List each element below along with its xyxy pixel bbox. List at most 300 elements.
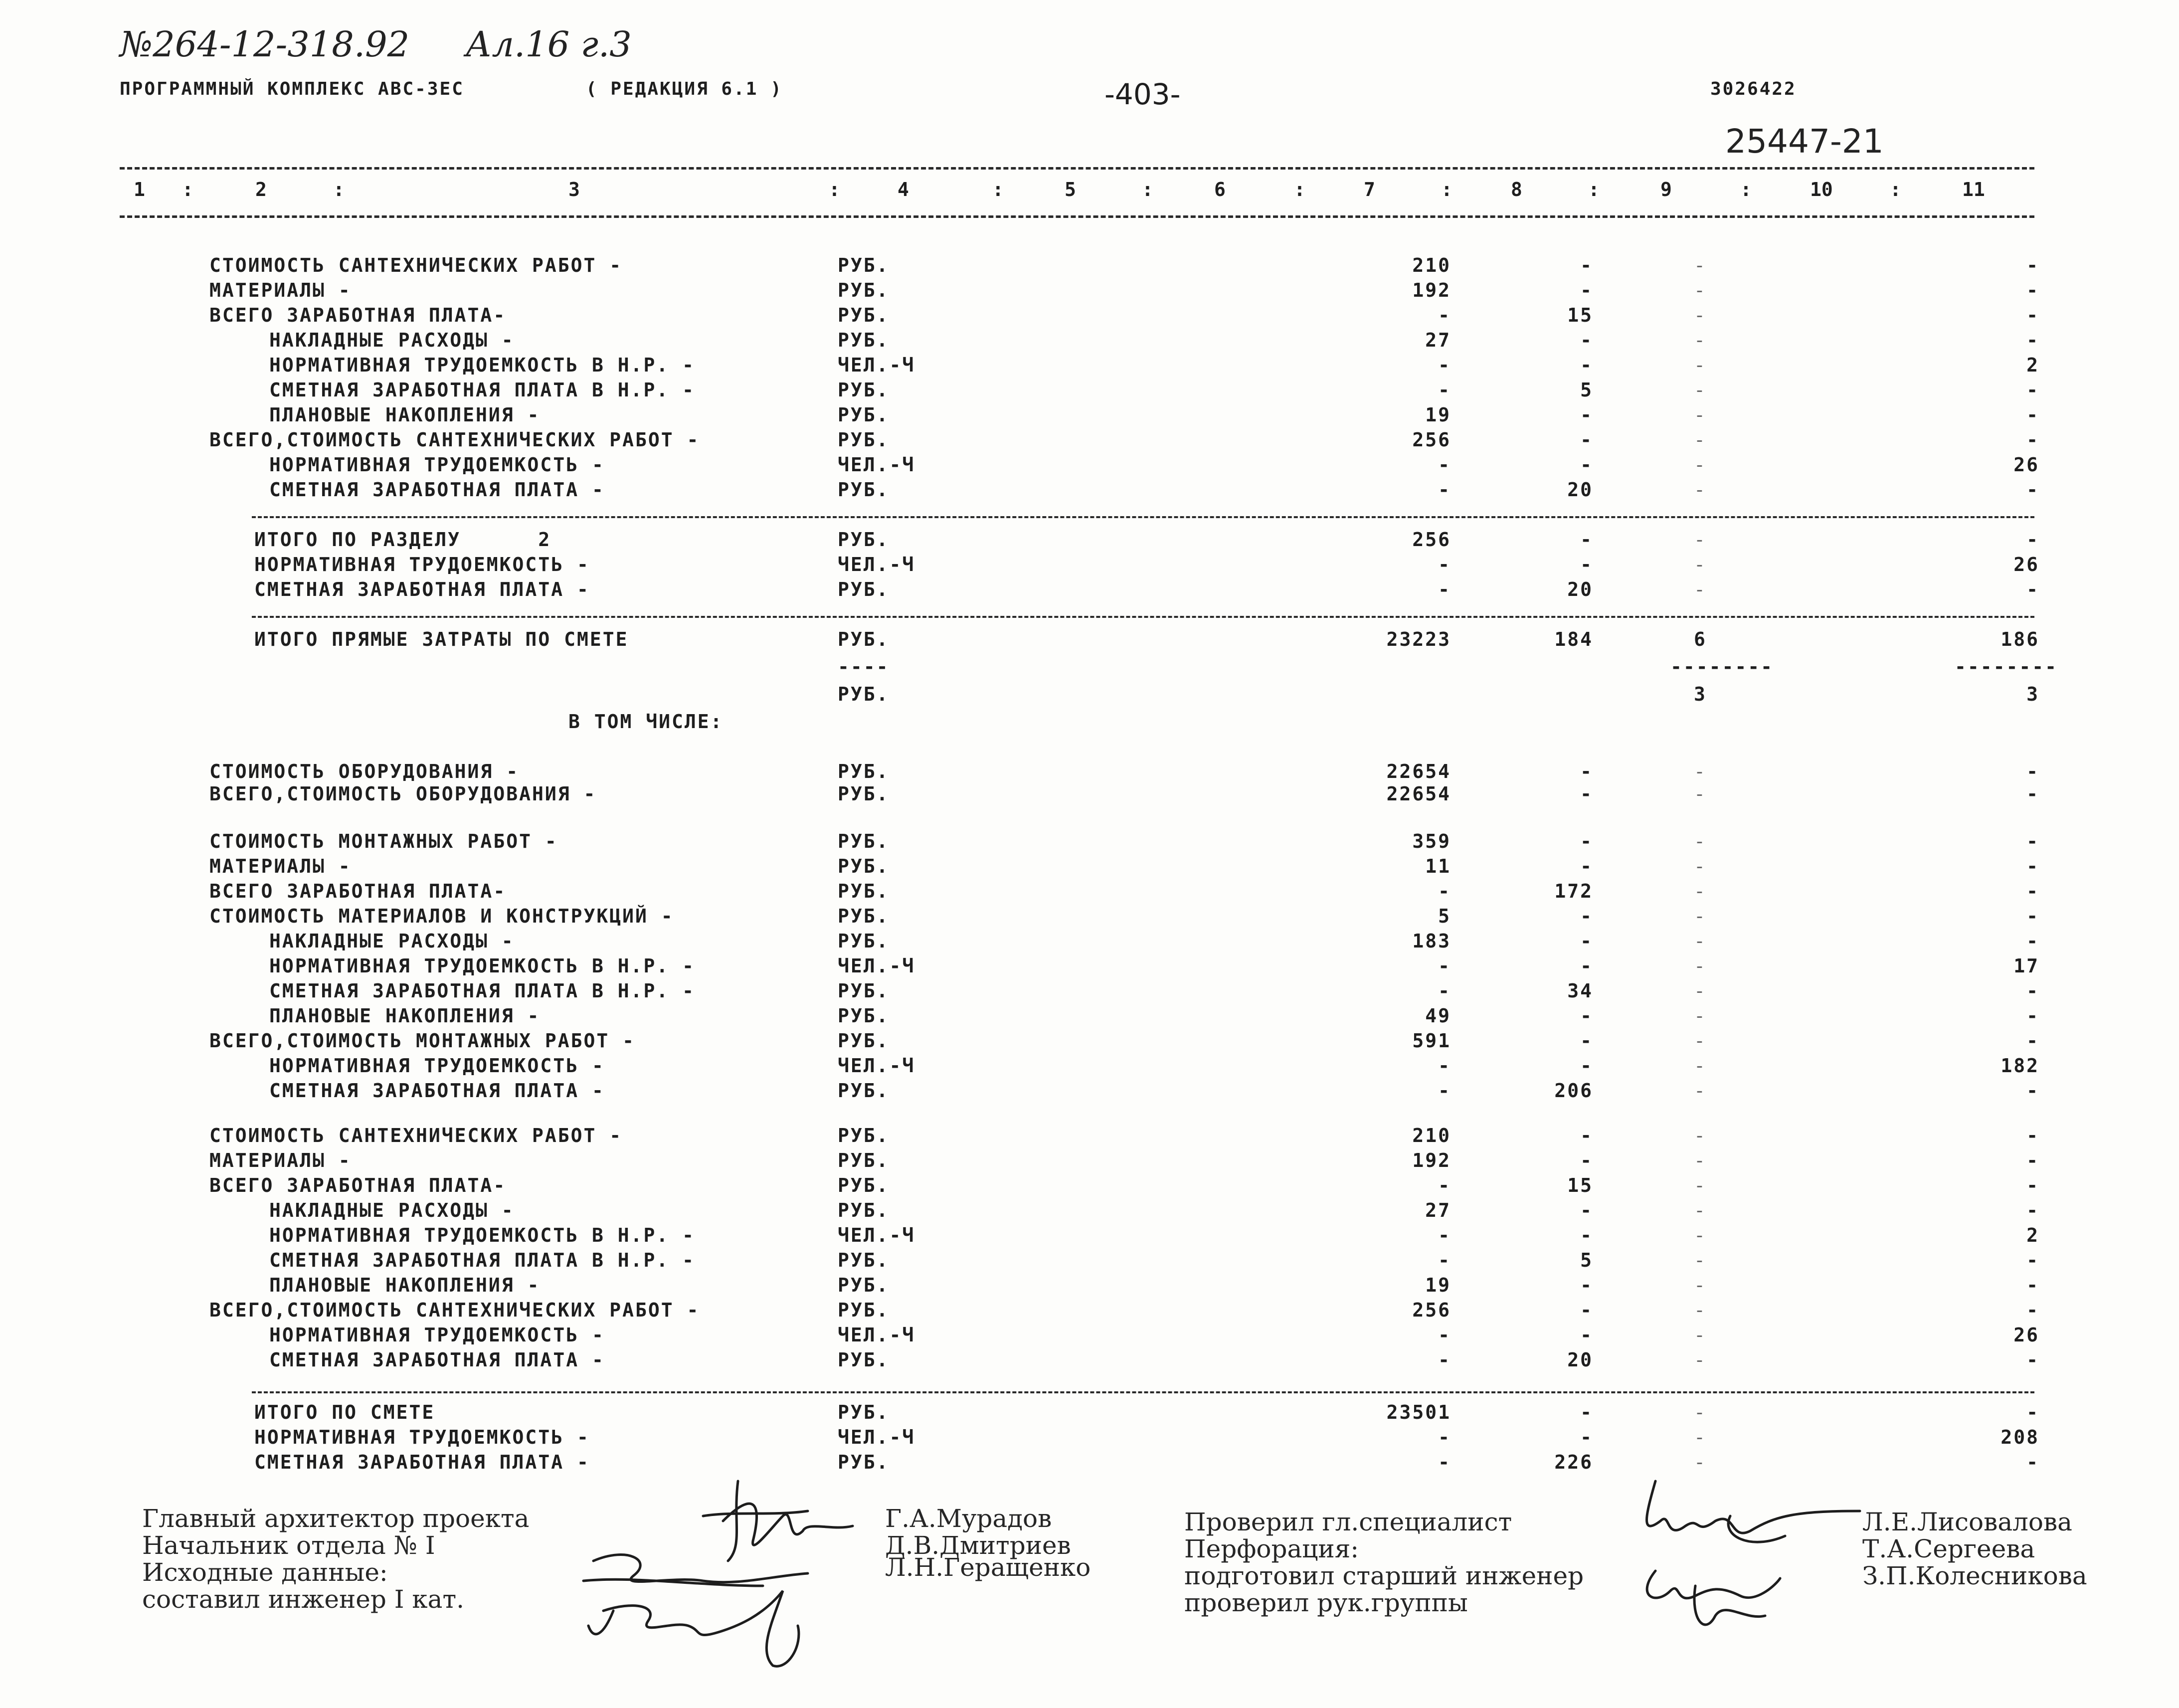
col8-value: - bbox=[1580, 1199, 1593, 1221]
registry-number: №264-12-318.92 bbox=[120, 24, 410, 65]
unit-cell: РУБ. bbox=[838, 1274, 890, 1296]
unit-cell: РУБ. bbox=[838, 905, 890, 927]
col8-value: - bbox=[1580, 783, 1593, 805]
col8-value: 172 bbox=[1554, 880, 1593, 902]
row-label: ВСЕГО ЗАРАБОТНАЯ ПЛАТА- bbox=[209, 880, 507, 902]
name-lisovalova: Л.Е.Лисовалова bbox=[1862, 1508, 2072, 1536]
row-label: НОРМАТИВНАЯ ТРУДОЕМКОСТЬ В Н.Р. - bbox=[269, 1224, 695, 1246]
col9-value: - bbox=[1694, 1249, 1707, 1271]
col9-value: - bbox=[1694, 578, 1707, 600]
col9-value: - bbox=[1694, 454, 1707, 476]
role-group-lead: проверил рук.группы bbox=[1184, 1588, 1468, 1617]
unit-cell: РУБ. bbox=[838, 1174, 890, 1196]
row-label: ВСЕГО,СТОИМОСТЬ МОНТАЖНЫХ РАБОТ - bbox=[209, 1030, 635, 1052]
table-row bbox=[0, 880, 2179, 905]
col9-value: - bbox=[1694, 1030, 1707, 1052]
role-compiled-by: составил инженер I кат. bbox=[142, 1585, 465, 1614]
row-label: ИТОГО ПО СМЕТЕ bbox=[254, 1401, 435, 1423]
col7-value: - bbox=[1438, 1324, 1451, 1346]
row-label: СМЕТНАЯ ЗАРАБОТНАЯ ПЛАТА В Н.Р. - bbox=[269, 1249, 695, 1271]
form-code: 3026422 bbox=[1710, 79, 1797, 99]
col8-value: - bbox=[1580, 554, 1593, 575]
table-row bbox=[0, 479, 2179, 504]
col11-value: - bbox=[2026, 254, 2039, 276]
table-top-rule bbox=[120, 167, 2034, 170]
row-label: ПЛАНОВЫЕ НАКОПЛЕНИЯ - bbox=[269, 404, 541, 426]
row-label: НАКЛАДНЫЕ РАСХОДЫ - bbox=[269, 1199, 515, 1221]
col9-value: - bbox=[1694, 379, 1707, 401]
unit-cell: ЧЕЛ.-Ч bbox=[838, 454, 915, 476]
col9-value: - bbox=[1694, 1324, 1707, 1346]
col7-value: - bbox=[1438, 479, 1451, 501]
col7-value: 256 bbox=[1412, 429, 1451, 451]
col7-value: 210 bbox=[1412, 1125, 1451, 1146]
row-label: ВСЕГО ЗАРАБОТНАЯ ПЛАТА- bbox=[209, 1174, 507, 1196]
role-perforation: Перфорация: bbox=[1184, 1534, 1359, 1563]
col9-value: - bbox=[1694, 554, 1707, 575]
table-row bbox=[0, 529, 2179, 554]
col9-value: - bbox=[1694, 404, 1707, 426]
table-row bbox=[0, 304, 2179, 329]
col-1: 1 bbox=[134, 179, 145, 200]
unit-cell: РУБ. bbox=[838, 683, 890, 705]
col11-value: - bbox=[2026, 1005, 2039, 1027]
section-rule bbox=[252, 516, 2034, 518]
col11-value: - bbox=[2026, 783, 2039, 805]
unit-cell: РУБ. bbox=[838, 1299, 890, 1321]
col9-value: - bbox=[1694, 1005, 1707, 1027]
role-checked-by: Проверил гл.специалист bbox=[1184, 1508, 1512, 1536]
col9-value: - bbox=[1694, 1055, 1707, 1077]
unit-cell: ЧЕЛ.-Ч bbox=[838, 354, 915, 376]
col7-value: 591 bbox=[1412, 1030, 1451, 1052]
col7-value: 11 bbox=[1425, 855, 1451, 877]
table-row bbox=[0, 930, 2179, 955]
col-sep: : bbox=[1588, 179, 1600, 200]
col-10: 10 bbox=[1810, 179, 1833, 200]
col8-value: 226 bbox=[1554, 1451, 1593, 1473]
handwritten-signatures-left bbox=[573, 1461, 883, 1676]
table-row bbox=[0, 1149, 2179, 1174]
col7-value: 22654 bbox=[1386, 783, 1451, 805]
col11-value: - bbox=[2026, 329, 2039, 351]
table-row bbox=[0, 711, 2179, 736]
unit-cell: РУБ. bbox=[838, 855, 890, 877]
col7-value: - bbox=[1438, 880, 1451, 902]
col11-value: - bbox=[2026, 479, 2039, 501]
table-row bbox=[0, 379, 2179, 404]
row-label: В ТОМ ЧИСЛЕ: bbox=[568, 711, 724, 733]
col9-value: - bbox=[1694, 529, 1707, 551]
col7-value: 27 bbox=[1425, 1199, 1451, 1221]
table-row bbox=[0, 628, 2179, 653]
unit-cell: РУБ. bbox=[838, 930, 890, 952]
unit-cell: ЧЕЛ.-Ч bbox=[838, 554, 915, 575]
table-row bbox=[0, 1426, 2179, 1451]
col11-value: - bbox=[2026, 1030, 2039, 1052]
col9-value: - bbox=[1694, 429, 1707, 451]
row-label: НОРМАТИВНАЯ ТРУДОЕМКОСТЬ - bbox=[254, 1426, 590, 1448]
col9-value: - bbox=[1694, 783, 1707, 805]
unit-cell: РУБ. bbox=[838, 1199, 890, 1221]
col9-value: - bbox=[1694, 254, 1707, 276]
row-label: ИТОГО ПО РАЗДЕЛУ 2 bbox=[254, 529, 551, 551]
row-label: ПЛАНОВЫЕ НАКОПЛЕНИЯ - bbox=[269, 1005, 541, 1027]
row-label: СТОИМОСТЬ ОБОРУДОВАНИЯ - bbox=[209, 760, 520, 782]
col8-value: - bbox=[1580, 830, 1593, 852]
col9-value: -------- bbox=[1670, 656, 1774, 678]
col11-value: - bbox=[2026, 855, 2039, 877]
left-roles bbox=[142, 1505, 529, 1613]
col7-value: 256 bbox=[1412, 529, 1451, 551]
col-8: 8 bbox=[1511, 179, 1522, 200]
col8-value: - bbox=[1580, 1005, 1593, 1027]
col-4: 4 bbox=[898, 179, 909, 200]
col8-value: 5 bbox=[1580, 379, 1593, 401]
unit-cell: РУБ. bbox=[838, 1249, 890, 1271]
handwritten-signatures-right bbox=[1626, 1471, 1865, 1641]
right-names bbox=[1862, 1509, 2087, 1589]
col9-value: - bbox=[1694, 1349, 1707, 1371]
row-label: СМЕТНАЯ ЗАРАБОТНАЯ ПЛАТА - bbox=[254, 578, 590, 600]
col11-value: - bbox=[2026, 279, 2039, 301]
unit-cell: РУБ. bbox=[838, 304, 890, 326]
table-row bbox=[0, 1249, 2179, 1274]
col11-value: - bbox=[2026, 830, 2039, 852]
col7-value: 210 bbox=[1412, 254, 1451, 276]
program-title: ПРОГРАММНЫЙ КОМПЛЕКС АВС-ЗЕС bbox=[120, 79, 464, 99]
col8-value: - bbox=[1580, 1125, 1593, 1146]
row-label: ВСЕГО,СТОИМОСТЬ САНТЕХНИЧЕСКИХ РАБОТ - bbox=[209, 1299, 700, 1321]
row-label: НАКЛАДНЫЕ РАСХОДЫ - bbox=[269, 930, 515, 952]
table-row bbox=[0, 329, 2179, 354]
table-row bbox=[0, 254, 2179, 279]
col7-value: 192 bbox=[1412, 1149, 1451, 1171]
col8-value: - bbox=[1580, 905, 1593, 927]
row-label: ИТОГО ПРЯМЫЕ ЗАТРАТЫ ПО СМЕТЕ bbox=[254, 628, 629, 650]
table-row bbox=[0, 1125, 2179, 1149]
col-sep: : bbox=[1142, 179, 1153, 200]
col8-value: - bbox=[1580, 354, 1593, 376]
col11-value: 17 bbox=[2013, 955, 2039, 977]
table-row bbox=[0, 1005, 2179, 1030]
col7-value: - bbox=[1438, 980, 1451, 1002]
col8-value: - bbox=[1580, 1055, 1593, 1077]
col-2: 2 bbox=[255, 179, 267, 200]
col9-value: - bbox=[1694, 930, 1707, 952]
unit-cell: РУБ. bbox=[838, 1451, 890, 1473]
row-label: МАТЕРИАЛЫ - bbox=[209, 855, 352, 877]
unit-cell: РУБ. bbox=[838, 254, 890, 276]
name-sergeeva: Т.А.Сергеева bbox=[1862, 1534, 2035, 1563]
col9-value: - bbox=[1694, 760, 1707, 782]
section-rule bbox=[252, 616, 2034, 618]
col8-value: - bbox=[1580, 1401, 1593, 1423]
table-row bbox=[0, 1224, 2179, 1249]
col9-value: - bbox=[1694, 1125, 1707, 1146]
col8-value: 15 bbox=[1567, 1174, 1593, 1196]
col7-value: - bbox=[1438, 1174, 1451, 1196]
col7-value: - bbox=[1438, 1224, 1451, 1246]
col9-value: - bbox=[1694, 830, 1707, 852]
col9-value: - bbox=[1694, 354, 1707, 376]
table-row bbox=[0, 1030, 2179, 1055]
table-row bbox=[0, 656, 2179, 681]
col8-value: - bbox=[1580, 404, 1593, 426]
col11-value: - bbox=[2026, 529, 2039, 551]
col9-value: - bbox=[1694, 279, 1707, 301]
col8-value: - bbox=[1580, 1030, 1593, 1052]
col7-value: - bbox=[1438, 304, 1451, 326]
col8-value: 15 bbox=[1567, 304, 1593, 326]
col8-value: - bbox=[1580, 955, 1593, 977]
col7-value: - bbox=[1438, 578, 1451, 600]
col11-value: - bbox=[2026, 1274, 2039, 1296]
unit-cell: ЧЕЛ.-Ч bbox=[838, 1055, 915, 1077]
col11-value: 26 bbox=[2013, 1324, 2039, 1346]
unit-cell: РУБ. bbox=[838, 1080, 890, 1102]
col9-value: - bbox=[1694, 905, 1707, 927]
table-row bbox=[0, 279, 2179, 304]
col9-value: - bbox=[1694, 955, 1707, 977]
col9-value: - bbox=[1694, 1149, 1707, 1171]
col8-value: - bbox=[1580, 429, 1593, 451]
col7-value: 23223 bbox=[1386, 628, 1451, 650]
col11-value: - bbox=[2026, 429, 2039, 451]
row-label: СТОИМОСТЬ МОНТАЖНЫХ РАБОТ - bbox=[209, 830, 558, 852]
unit-cell: РУБ. bbox=[838, 830, 890, 852]
col11-value: - bbox=[2026, 1149, 2039, 1171]
document-number: 25447-21 bbox=[1725, 122, 1884, 161]
col11-value: - bbox=[2026, 1125, 2039, 1146]
unit-cell: РУБ. bbox=[838, 379, 890, 401]
col8-value: - bbox=[1580, 760, 1593, 782]
col-9: 9 bbox=[1660, 179, 1672, 200]
col11-value: - bbox=[2026, 578, 2039, 600]
col7-value: - bbox=[1438, 1349, 1451, 1371]
table-row bbox=[0, 955, 2179, 980]
row-label: НОРМАТИВНАЯ ТРУДОЕМКОСТЬ - bbox=[254, 554, 590, 575]
row-label: НОРМАТИВНАЯ ТРУДОЕМКОСТЬ В Н.Р. - bbox=[269, 354, 695, 376]
col7-value: 183 bbox=[1412, 930, 1451, 952]
table-row bbox=[0, 905, 2179, 930]
table-row bbox=[0, 554, 2179, 578]
col8-value: - bbox=[1580, 855, 1593, 877]
unit-cell: РУБ. bbox=[838, 1401, 890, 1423]
table-row bbox=[0, 830, 2179, 855]
col8-value: - bbox=[1580, 1149, 1593, 1171]
table-row bbox=[0, 1080, 2179, 1105]
col11-value: - bbox=[2026, 880, 2039, 902]
unit-cell: РУБ. bbox=[838, 1005, 890, 1027]
col-6: 6 bbox=[1214, 179, 1226, 200]
col7-value: 19 bbox=[1425, 404, 1451, 426]
col7-value: - bbox=[1438, 1451, 1451, 1473]
row-label: НОРМАТИВНАЯ ТРУДОЕМКОСТЬ - bbox=[269, 454, 605, 476]
name-kolesnikova: З.П.Колесникова bbox=[1862, 1561, 2087, 1590]
col-sep: : bbox=[829, 179, 840, 200]
col9-value: - bbox=[1694, 1426, 1707, 1448]
col-sep: : bbox=[1740, 179, 1752, 200]
col9-value: - bbox=[1694, 1401, 1707, 1423]
col8-value: 206 bbox=[1554, 1080, 1593, 1102]
row-label: СМЕТНАЯ ЗАРАБОТНАЯ ПЛАТА - bbox=[269, 1080, 605, 1102]
col7-value: - bbox=[1438, 354, 1451, 376]
name-dmitriev: Д.В.Дмитриев bbox=[885, 1531, 1071, 1560]
page-number: -403- bbox=[1104, 77, 1181, 111]
col11-value: - bbox=[2026, 760, 2039, 782]
edition-label: ( РЕДАКЦИЯ 6.1 ) bbox=[586, 79, 783, 99]
col-sep: : bbox=[1441, 179, 1453, 200]
row-label: ВСЕГО,СТОИМОСТЬ ОБОРУДОВАНИЯ - bbox=[209, 783, 597, 805]
col9-value: - bbox=[1694, 880, 1707, 902]
col7-value: 5 bbox=[1438, 905, 1451, 927]
col11-value: - bbox=[2026, 404, 2039, 426]
col9-value: - bbox=[1694, 1299, 1707, 1321]
row-label: МАТЕРИАЛЫ - bbox=[209, 1149, 352, 1171]
col8-value: - bbox=[1580, 930, 1593, 952]
col-sep: : bbox=[992, 179, 1004, 200]
unit-cell: РУБ. bbox=[838, 479, 890, 501]
table-row bbox=[0, 354, 2179, 379]
col-sep: : bbox=[333, 179, 345, 200]
table-row bbox=[0, 429, 2179, 454]
unit-cell: РУБ. bbox=[838, 783, 890, 805]
col9-value: - bbox=[1694, 1224, 1707, 1246]
table-row bbox=[0, 1199, 2179, 1224]
unit-cell: РУБ. bbox=[838, 329, 890, 351]
col7-value: 359 bbox=[1412, 830, 1451, 852]
unit-cell: ЧЕЛ.-Ч bbox=[838, 1426, 915, 1448]
col-sep: : bbox=[1890, 179, 1901, 200]
table-row bbox=[0, 1299, 2179, 1324]
col9-value: - bbox=[1694, 855, 1707, 877]
col-7: 7 bbox=[1364, 179, 1375, 200]
col7-value: - bbox=[1438, 454, 1451, 476]
unit-cell: РУБ. bbox=[838, 1030, 890, 1052]
col7-value: - bbox=[1438, 554, 1451, 575]
row-label: СМЕТНАЯ ЗАРАБОТНАЯ ПЛАТА В Н.Р. - bbox=[269, 980, 695, 1002]
col9-value: - bbox=[1694, 1080, 1707, 1102]
col9-value: 3 bbox=[1694, 683, 1707, 705]
col8-value: 20 bbox=[1567, 578, 1593, 600]
unit-cell: РУБ. bbox=[838, 1349, 890, 1371]
col11-value: - bbox=[2026, 930, 2039, 952]
col7-value: 192 bbox=[1412, 279, 1451, 301]
col8-value: - bbox=[1580, 329, 1593, 351]
role-prepared-by: подготовил старший инженер bbox=[1184, 1561, 1584, 1590]
col8-value: 20 bbox=[1567, 1349, 1593, 1371]
table-row bbox=[0, 855, 2179, 880]
col11-value: 182 bbox=[2000, 1055, 2039, 1077]
table-row bbox=[0, 1174, 2179, 1199]
right-roles bbox=[1184, 1509, 1584, 1616]
table-row bbox=[0, 683, 2179, 708]
registry-stamp bbox=[120, 24, 632, 65]
table-row bbox=[0, 1401, 2179, 1426]
table-row bbox=[0, 454, 2179, 479]
row-label: НОРМАТИВНАЯ ТРУДОЕМКОСТЬ - bbox=[269, 1055, 605, 1077]
col11-value: 3 bbox=[2026, 683, 2039, 705]
col11-value: - bbox=[2026, 304, 2039, 326]
row-label: ВСЕГО,СТОИМОСТЬ САНТЕХНИЧЕСКИХ РАБОТ - bbox=[209, 429, 700, 451]
col7-value: 23501 bbox=[1386, 1401, 1451, 1423]
col8-value: - bbox=[1580, 529, 1593, 551]
album-number: Ал.16 г.3 bbox=[465, 24, 632, 65]
col9-value: 6 bbox=[1694, 628, 1707, 650]
col11-value: - bbox=[2026, 1080, 2039, 1102]
unit-cell: ЧЕЛ.-Ч bbox=[838, 1324, 915, 1346]
col11-value: - bbox=[2026, 1249, 2039, 1271]
col7-value: 49 bbox=[1425, 1005, 1451, 1027]
col11-value: 2 bbox=[2026, 354, 2039, 376]
col-11: 11 bbox=[1962, 179, 1985, 200]
col7-value: 27 bbox=[1425, 329, 1451, 351]
unit-cell: РУБ. bbox=[838, 429, 890, 451]
unit-cell: РУБ. bbox=[838, 1149, 890, 1171]
row-label: ПЛАНОВЫЕ НАКОПЛЕНИЯ - bbox=[269, 1274, 541, 1296]
header-bottom-rule bbox=[120, 215, 2034, 218]
col11-value: - bbox=[2026, 379, 2039, 401]
col11-value: - bbox=[2026, 1174, 2039, 1196]
unit-cell: ЧЕЛ.-Ч bbox=[838, 1224, 915, 1246]
col11-value: - bbox=[2026, 1299, 2039, 1321]
row-label: НОРМАТИВНАЯ ТРУДОЕМКОСТЬ - bbox=[269, 1324, 605, 1346]
unit-cell: РУБ. bbox=[838, 529, 890, 551]
col8-value: - bbox=[1580, 279, 1593, 301]
row-label: НОРМАТИВНАЯ ТРУДОЕМКОСТЬ В Н.Р. - bbox=[269, 955, 695, 977]
col11-value: 208 bbox=[2000, 1426, 2039, 1448]
col8-value: 184 bbox=[1554, 628, 1593, 650]
section-rule bbox=[252, 1391, 2034, 1393]
col9-value: - bbox=[1694, 329, 1707, 351]
col7-value: 22654 bbox=[1386, 760, 1451, 782]
col7-value: - bbox=[1438, 955, 1451, 977]
col11-value: 2 bbox=[2026, 1224, 2039, 1246]
table-row bbox=[0, 1055, 2179, 1080]
col8-value: 34 bbox=[1567, 980, 1593, 1002]
name-gerashchenko: Л.Н.Геращенко bbox=[885, 1553, 1091, 1582]
col-5: 5 bbox=[1065, 179, 1076, 200]
col7-value: - bbox=[1438, 1080, 1451, 1102]
unit-cell: РУБ. bbox=[838, 1125, 890, 1146]
unit-cell: ---- bbox=[838, 656, 890, 678]
col7-value: - bbox=[1438, 1426, 1451, 1448]
col11-value: 26 bbox=[2013, 554, 2039, 575]
table-row bbox=[0, 404, 2179, 429]
row-label: СТОИМОСТЬ САНТЕХНИЧЕСКИХ РАБОТ - bbox=[209, 254, 623, 276]
col-3: 3 bbox=[568, 179, 580, 200]
col11-value: - bbox=[2026, 1199, 2039, 1221]
table-row bbox=[0, 1274, 2179, 1299]
unit-cell: РУБ. bbox=[838, 404, 890, 426]
role-head-of-department: Начальник отдела № I bbox=[142, 1531, 435, 1560]
col7-value: - bbox=[1438, 1055, 1451, 1077]
col8-value: 20 bbox=[1567, 479, 1593, 501]
table-row bbox=[0, 980, 2179, 1005]
col8-value: - bbox=[1580, 1426, 1593, 1448]
col-sep: : bbox=[1294, 179, 1305, 200]
unit-cell: РУБ. bbox=[838, 980, 890, 1002]
col11-value: 26 bbox=[2013, 454, 2039, 476]
col9-value: - bbox=[1694, 304, 1707, 326]
table-row bbox=[0, 1324, 2179, 1349]
col-sep: : bbox=[182, 179, 193, 200]
col8-value: - bbox=[1580, 1324, 1593, 1346]
row-label: СМЕТНАЯ ЗАРАБОТНАЯ ПЛАТА В Н.Р. - bbox=[269, 379, 695, 401]
col11-value: 186 bbox=[2000, 628, 2039, 650]
unit-cell: РУБ. bbox=[838, 279, 890, 301]
